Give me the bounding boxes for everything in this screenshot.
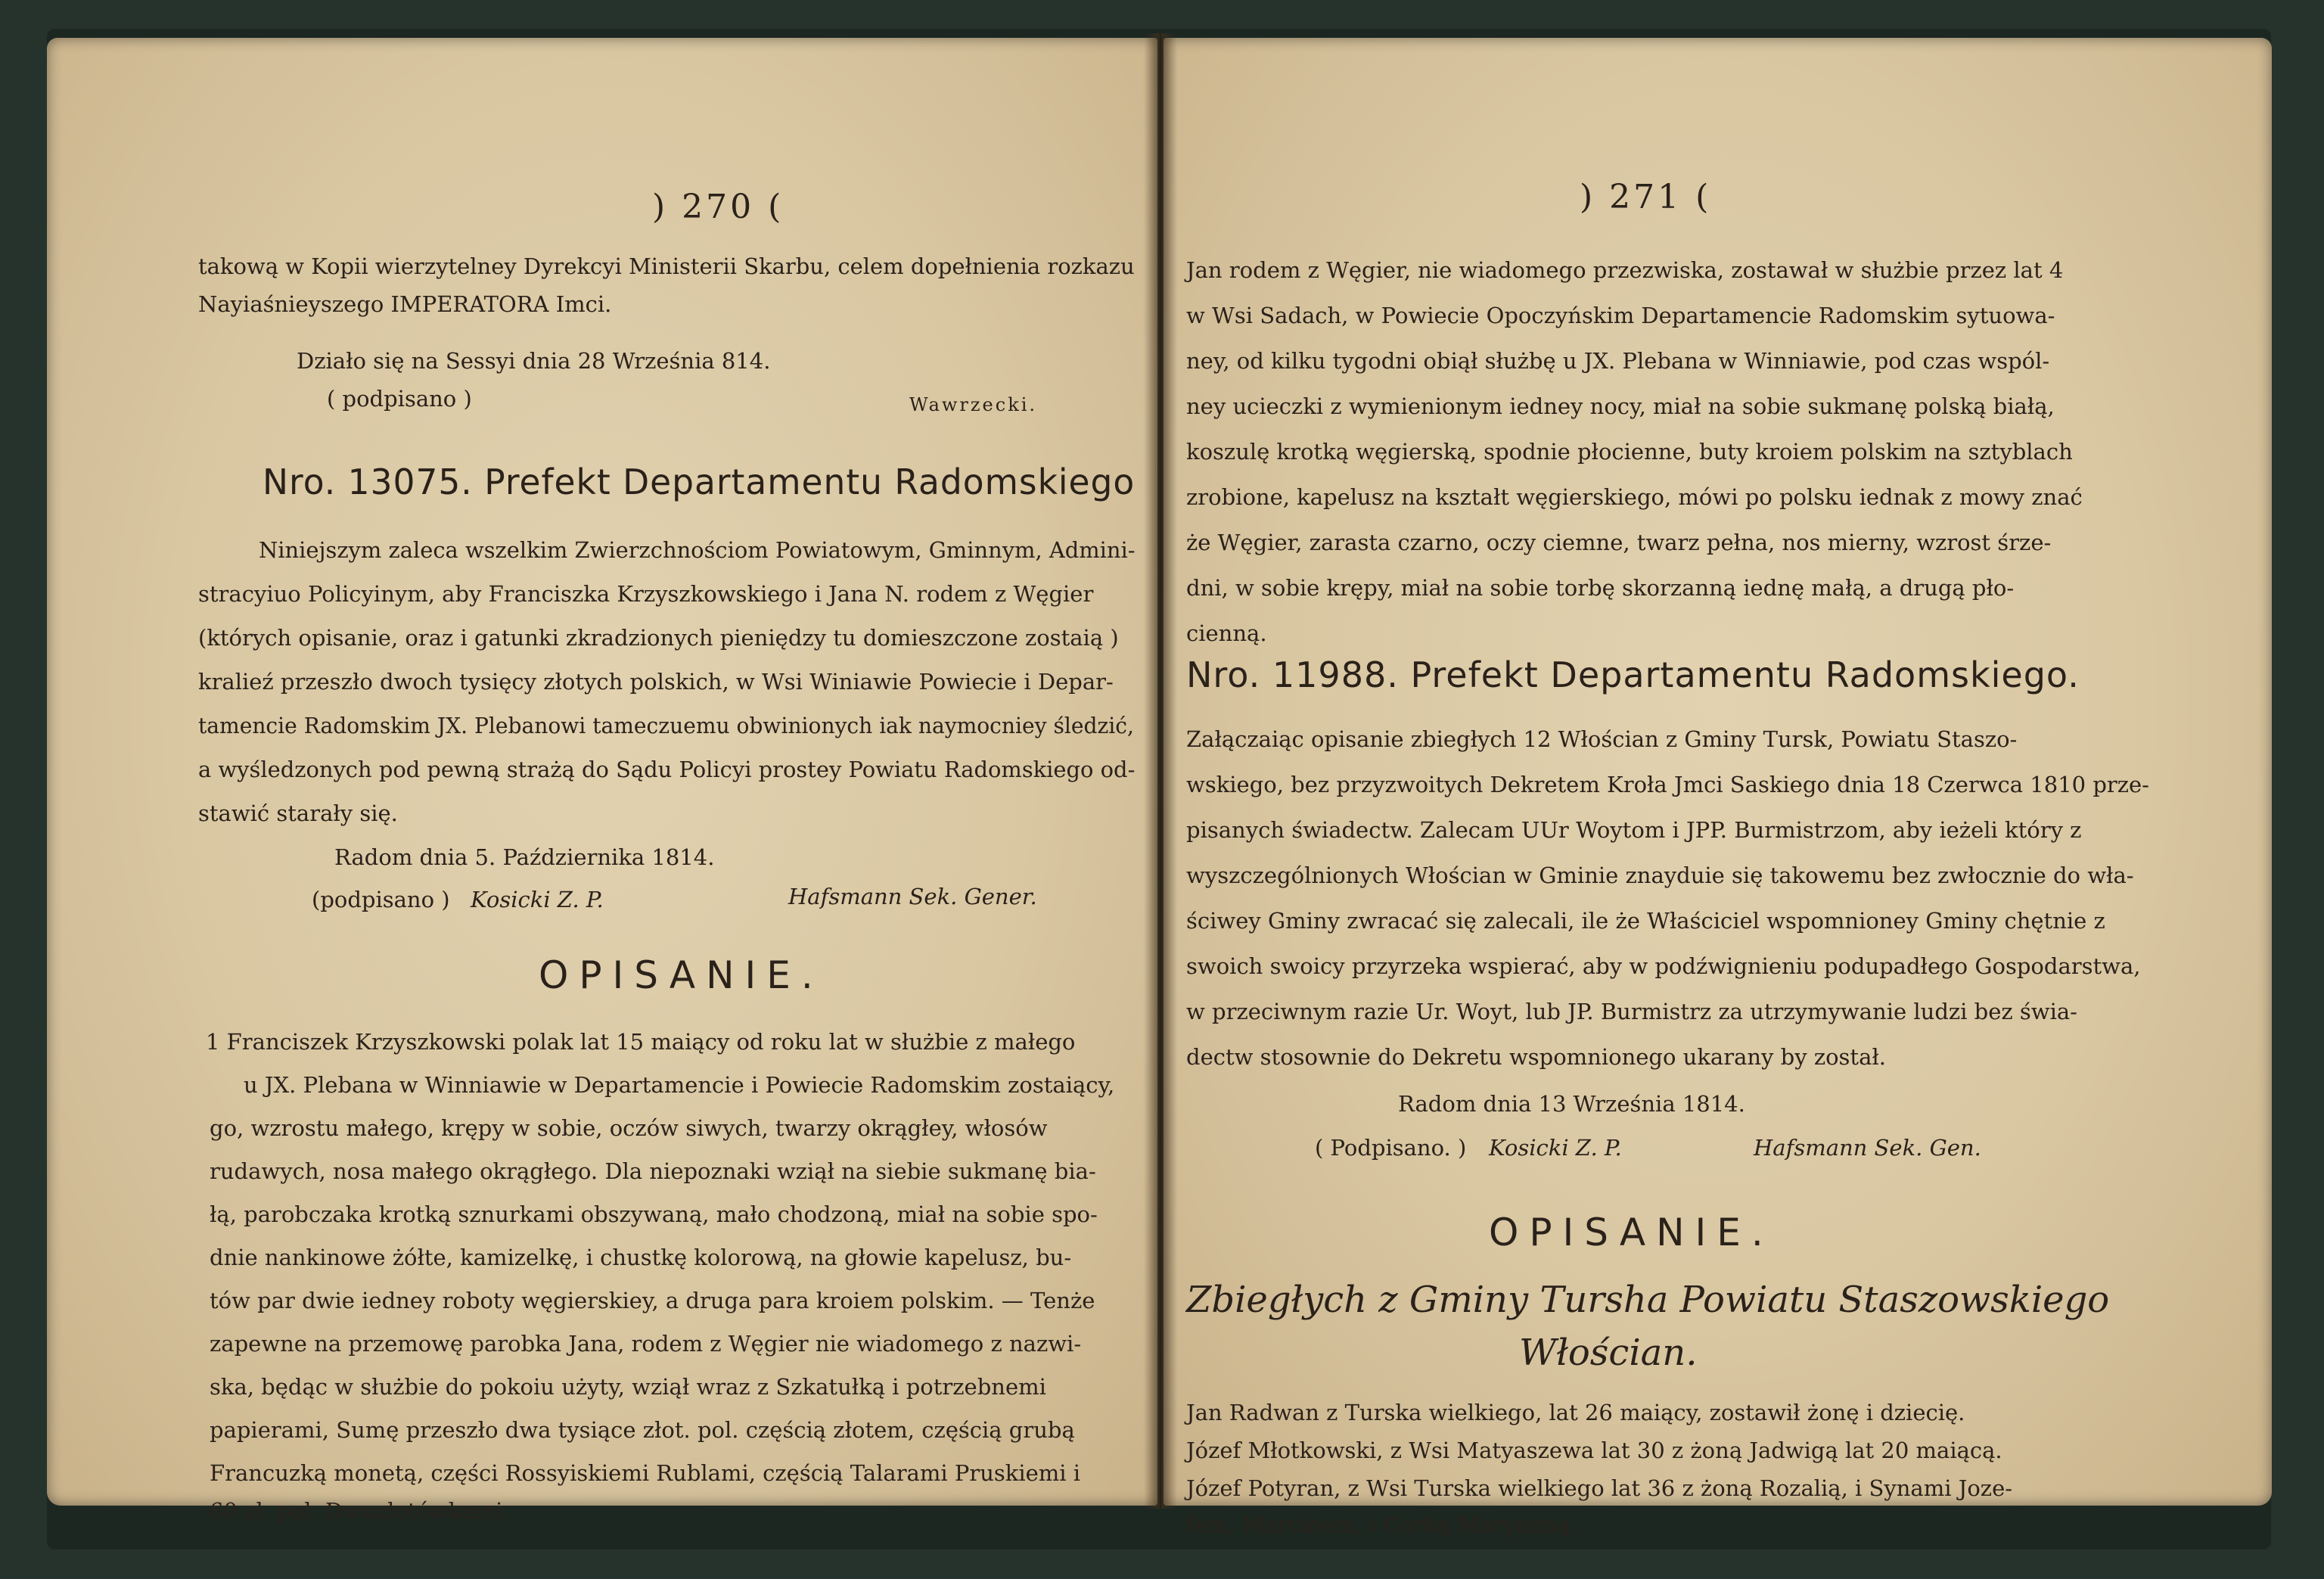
page-number: ) 270 (	[652, 188, 785, 226]
body-line: swoich swoicy przyrzeka wspierać, aby w podźwignieniu podupadłego Gospodarstwa,	[1186, 953, 2141, 979]
description-line: papierami, Sumę przeszło dwa tysiące złot. pol. częścią złotem, częścią grubą	[210, 1417, 1075, 1443]
description-line: Francuzką monetą, części Rossyiskiemi Rublami, częścią Talarami Pruskiemi i	[210, 1460, 1081, 1486]
list-item: fem, Marcinem, i Corką Maryanną.	[1186, 1512, 1577, 1537]
date-line: Radom dnia 5. Października 1814.	[334, 844, 715, 870]
signer: Kosicki Z. P.	[1489, 1135, 1622, 1161]
subtitle: Zbiegłych z Gminy Tursha Powiatu Staszowskiego	[1186, 1279, 2110, 1321]
text-line: Jan rodem z Węgier, nie wiadomego przezwiska, zostawał w służbie przez lat 4	[1186, 257, 2064, 283]
text-line: że Węgier, zarasta czarno, oczy ciemne, twarz pełna, nos mierny, wzrost śrze-	[1186, 530, 2052, 555]
description-line: zapewne na przemowę parobka Jana, rodem z Węgier nie wiadomego z nazwi-	[210, 1331, 1082, 1357]
text-line: takową w Kopii wierzytelney Dyrekcyi Ministerii Skarbu, celem dopełnienia rozkazu	[198, 253, 1135, 279]
book-gutter	[1144, 33, 1177, 1509]
body-line: ściwey Gminy zwracać się zalecali, ile że Właściciel wspomnioney Gminy chętnie z	[1186, 908, 2105, 934]
section-heading: Nro. 13075. Prefekt Departamentu Radomskiego	[263, 462, 1136, 502]
signed-label: ( Podpisano. )	[1315, 1135, 1467, 1161]
subtitle: Włościan.	[1519, 1332, 1698, 1374]
text-line: koszulę krotką węgierską, spodnie płocienne, buty kroiem polskim na sztyblach	[1186, 439, 2073, 465]
signer: Hafsmann Sek. Gen.	[1754, 1135, 1981, 1161]
text-line: Nayiaśnieyszego IMPERATORA Imci.	[198, 291, 612, 317]
description-line: go, wzrostu małego, krępy w sobie, oczów siwych, twarzy okrągłey, włosów	[210, 1115, 1048, 1141]
body-line: Niniejszym zaleca wszelkim Zwierzchnościom Powiatowym, Gminnym, Admini-	[259, 537, 1136, 563]
description-line: rudawych, nosa małego okrągłego. Dla niepoznaki wziął na siebie sukmanę bia-	[210, 1158, 1096, 1184]
description-line: tów par dwie iedney roboty węgierskiey, a druga para kroiem polskim. — Tenże	[210, 1288, 1095, 1313]
list-item: Józef Młotkowski, z Wsi Matyaszewa lat 30 z żoną Jadwigą lat 20 maiącą.	[1186, 1438, 2002, 1463]
session-line: Działo się na Sessyi dnia 28 Września 814.	[297, 348, 771, 374]
description-line: 60 zł. pol. Dwuzłotówkami.	[210, 1498, 510, 1524]
text-line: cienną.	[1186, 620, 1267, 646]
opisanie-heading: OPISANIE.	[539, 953, 824, 997]
description-line: 1 Franciszek Krzyszkowski polak lat 15 maiący od roku lat w służbie z małego	[206, 1029, 1076, 1055]
list-item: Jan Radwan z Turska wielkiego, lat 26 maiący, zostawił żonę i dziecię.	[1186, 1400, 1965, 1425]
signer: Kosicki Z. P.	[471, 887, 604, 912]
description-line: łą, parobczaka krotką sznurkami obszywaną, mało chodzoną, miał na sobie spo-	[210, 1201, 1098, 1227]
body-line: w przeciwnym razie Ur. Woyt, lub JP. Burmistrz za utrzymywanie ludzi bez świa-	[1186, 999, 2077, 1024]
section-heading: Nro. 11988. Prefekt Departamentu Radomskiego.	[1186, 654, 2080, 695]
signed-label: ( podpisano )	[327, 386, 472, 412]
body-line: pisanych świadectw. Zalecam UUr Woytom i JPP. Burmistrzom, aby ieżeli który z	[1186, 817, 2082, 843]
body-line: Załączaiąc opisanie zbiegłych 12 Włościan z Gminy Tursk, Powiatu Staszo-	[1186, 726, 2018, 752]
opisanie-heading: OPISANIE.	[1489, 1211, 1774, 1254]
description-line: u JX. Plebana w Winniawie w Departamencie i Powiecie Radomskim zostaiący,	[244, 1072, 1115, 1098]
text-line: ney ucieczki z wymienionym iedney nocy, miał na sobie sukmanę polską białą,	[1186, 393, 2055, 419]
body-line: dectw stosownie do Dekretu wspomnionego ukarany by został.	[1186, 1044, 1886, 1070]
text-line: w Wsi Sadach, w Powiecie Opoczyńskim Departamencie Radomskim sytuowa-	[1186, 303, 2055, 328]
text-line: dni, w sobie krępy, miał na sobie torbę skorzanną iednę małą, a drugą pło-	[1186, 575, 2015, 601]
description-line: ska, będąc w służbie do pokoiu użyty, wziął wraz z Szkatułką i potrzebnemi	[210, 1374, 1046, 1400]
body-line: tamencie Radomskim JX. Plebanowi tameczuemu obwinionych iak naymocniey śledzić,	[198, 713, 1134, 738]
body-line: (których opisanie, oraz i gatunki zkradzionych pieniędzy tu domieszczone zostaią )	[198, 625, 1119, 651]
left-page	[47, 38, 1157, 1524]
body-line: stawić starały się.	[198, 800, 398, 826]
date-line: Radom dnia 13 Września 1814.	[1398, 1091, 1745, 1117]
signed-label: (podpisano )	[312, 887, 450, 912]
body-line: stracyiuo Policyinym, aby Franciszka Krzyszkowskiego i Jana N. rodem z Węgier	[198, 581, 1094, 607]
body-line: wskiego, bez przyzwoitych Dekretem Kroła Jmci Saskiego dnia 18 Czerwca 1810 prze-	[1186, 772, 2149, 797]
page-number: ) 271 (	[1580, 178, 1712, 216]
signer: Hafsmann Sek. Gener.	[788, 884, 1037, 909]
signer: Wawrzecki.	[909, 394, 1038, 415]
description-line: dnie nankinowe żółte, kamizelkę, i chustkę kolorową, na głowie kapelusz, bu-	[210, 1245, 1072, 1270]
text-line: ney, od kilku tygodni obiął służbę u JX. Plebana w Winniawie, pod czas wspól-	[1186, 348, 2050, 374]
right-page	[1164, 38, 2272, 1537]
body-line: a wyśledzonych pod pewną strażą do Sądu Policyi prostey Powiatu Radomskiego od-	[198, 757, 1136, 782]
text-line: zrobione, kapelusz na kształt węgierskiego, mówi po polsku iednak z mowy znać	[1186, 484, 2083, 510]
list-item: Józef Potyran, z Wsi Turska wielkiego lat 36 z żoną Rozalią, i Synami Joze-	[1186, 1475, 2013, 1501]
body-line: wyszczególnionych Włościan w Gminie znayduie się takowemu bez zwłocznie do wła-	[1186, 863, 2134, 888]
body-line: kralieź przeszło dwoch tysięcy złotych polskich, w Wsi Winiawie Powiecie i Depar-	[198, 669, 1114, 695]
